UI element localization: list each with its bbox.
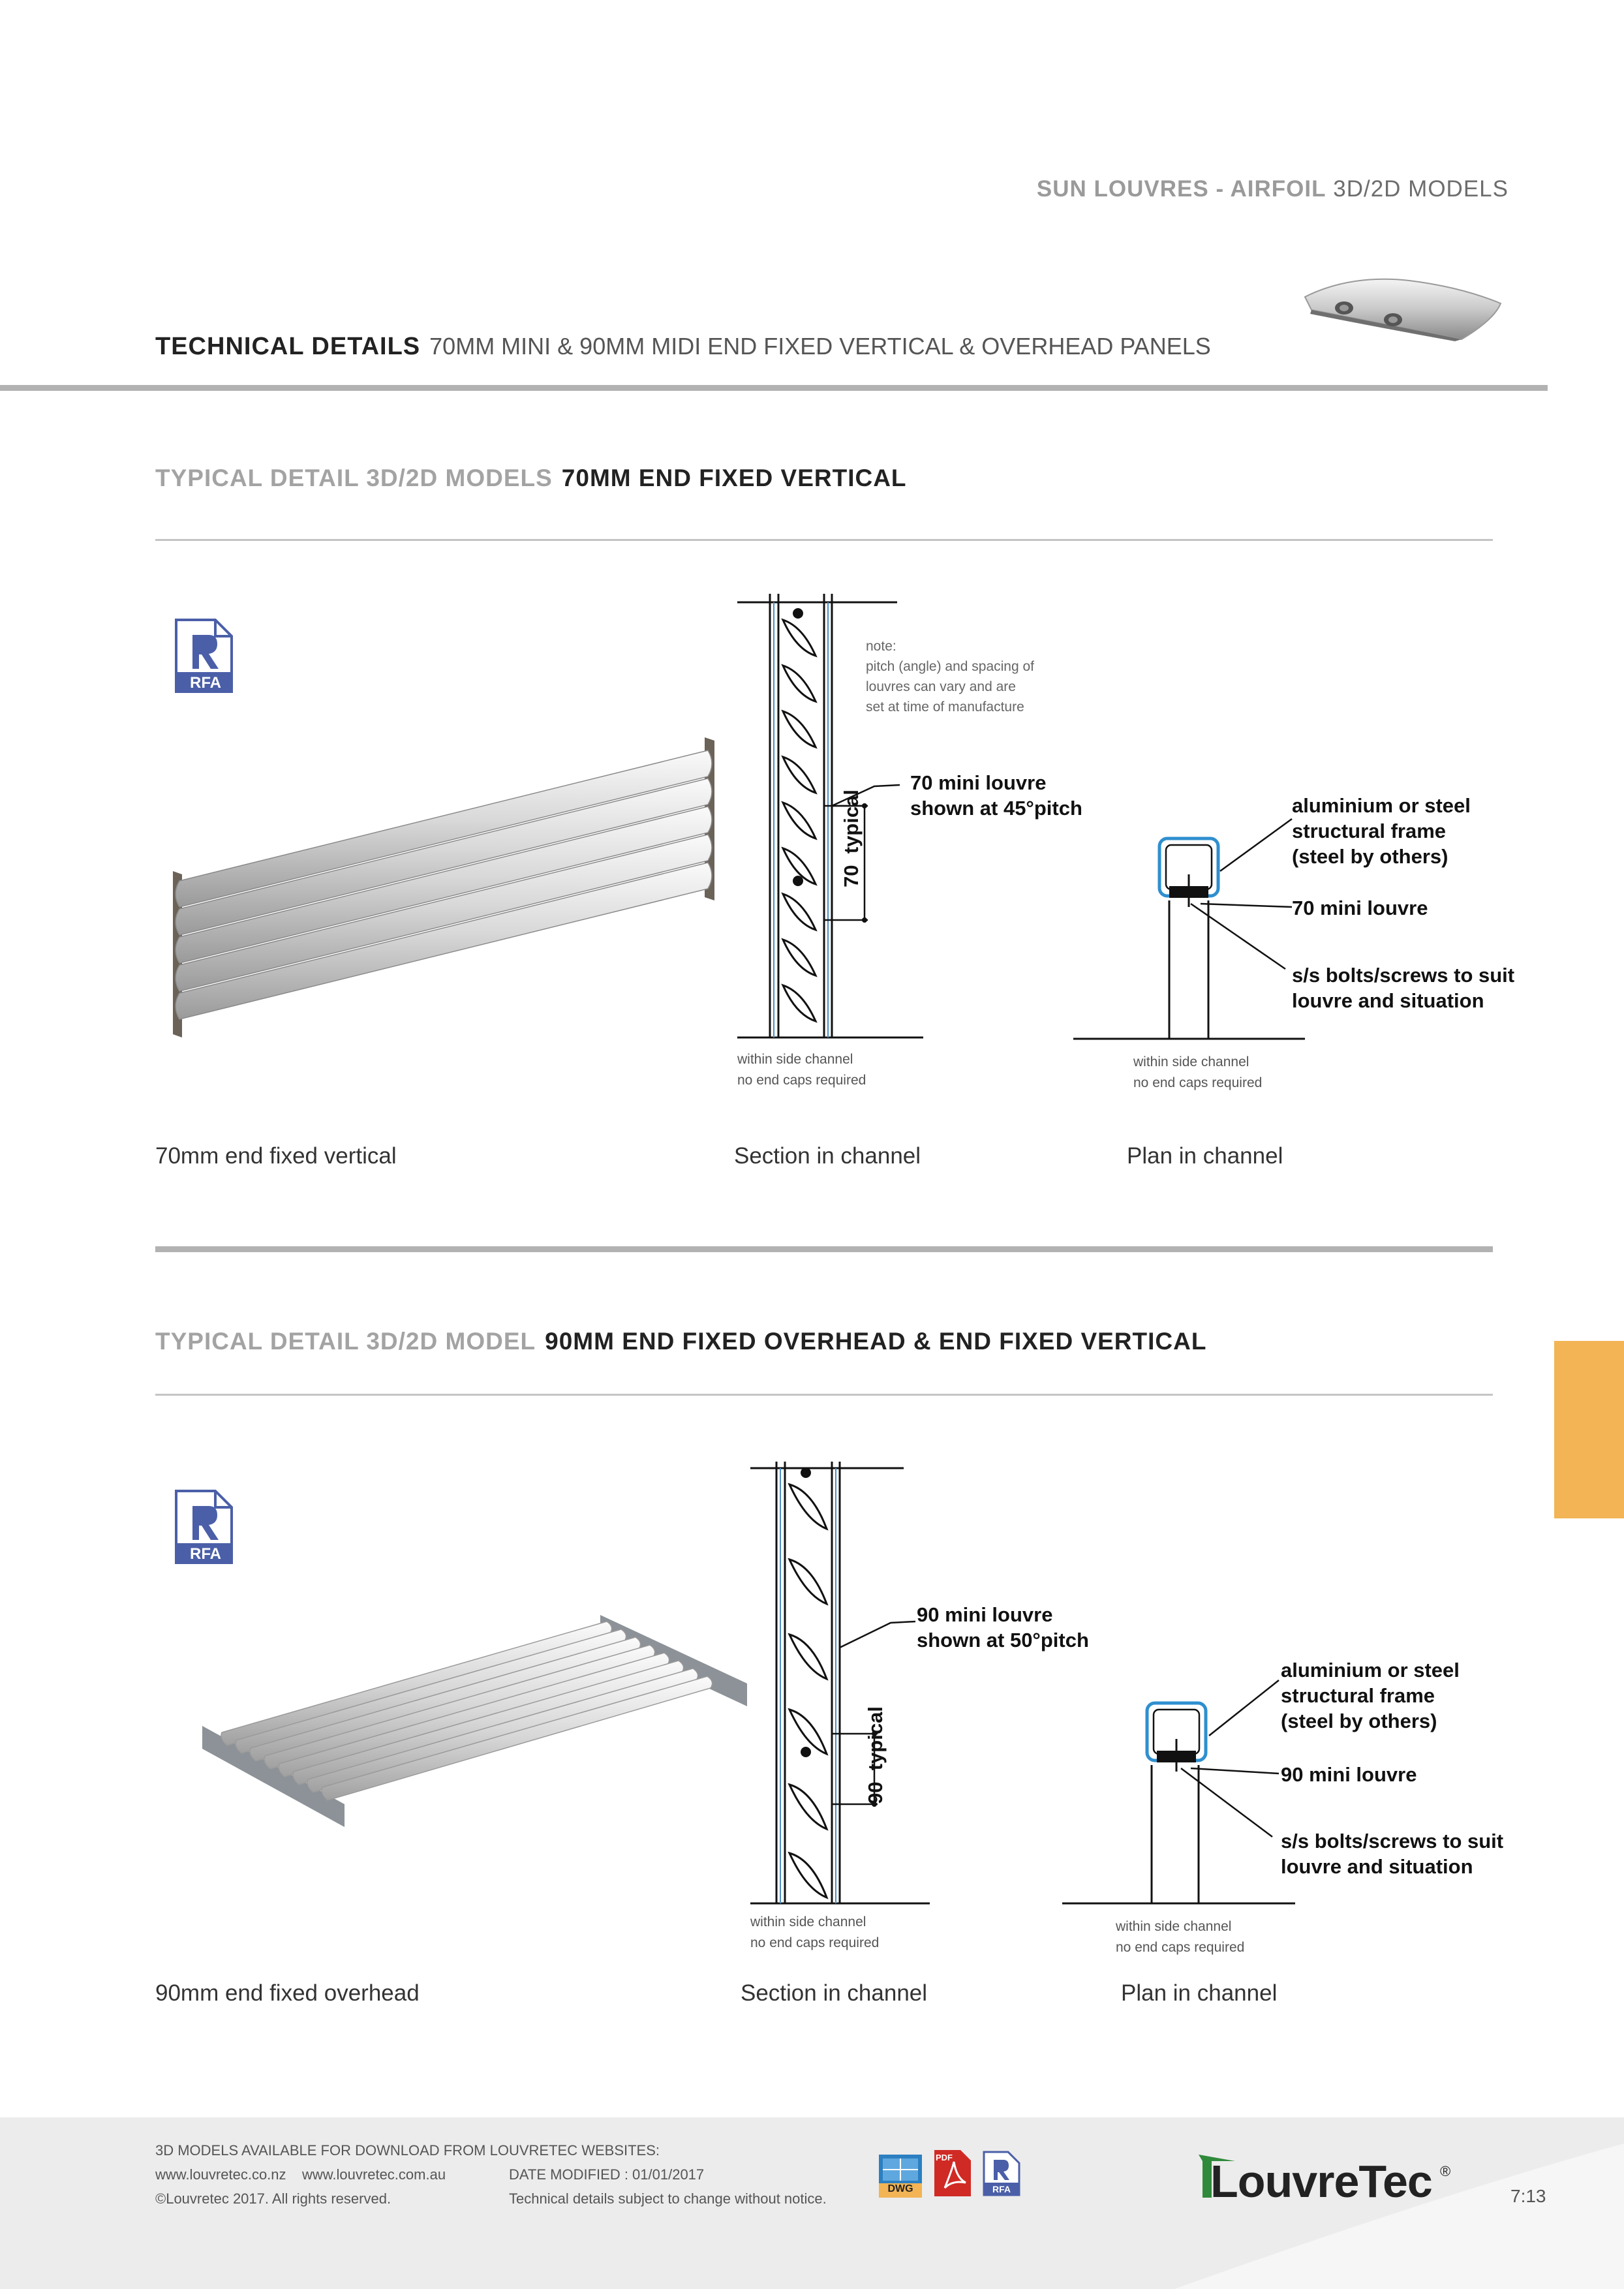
footer-date: DATE MODIFIED : 01/01/2017 — [509, 2166, 705, 2183]
dwg-label: DWG — [887, 2183, 913, 2194]
page-number: 7:13 — [1510, 2186, 1546, 2206]
footer — [0, 2117, 1624, 2289]
section2-plan-louvre-label: 90 mini louvre — [1281, 1763, 1417, 1786]
section2-channel-drawing — [747, 1458, 943, 1909]
channel-note-line1: within side channel — [1116, 1919, 1232, 1934]
section2-caption-plan: Plan in channel — [1121, 1980, 1278, 2006]
airfoil-louvre-image — [1298, 264, 1507, 356]
section1-title-grey: TYPICAL DETAIL 3D/2D MODELS — [155, 465, 553, 491]
section2-title — [155, 1328, 1206, 1355]
note-line: pitch (angle) and spacing of — [866, 659, 1034, 674]
note-line: set at time of manufacture — [866, 699, 1024, 714]
channel-note-line2: no end caps required — [750, 1935, 880, 1950]
section2-frame-label — [1281, 1657, 1460, 1734]
section2-plan-drawing — [1060, 1700, 1282, 1915]
rfa-file-icon[interactable] — [173, 617, 238, 695]
dim-text: typical — [840, 790, 863, 854]
louvre-label-line2: shown at 50°pitch — [917, 1629, 1089, 1651]
logo-text: LouvreTec — [1210, 2156, 1432, 2207]
frame-label-line2: structural frame — [1292, 820, 1447, 842]
section2-dimension — [863, 1706, 888, 1804]
footer-copyright: ©Louvretec 2017. All rights reserved. — [155, 2190, 391, 2207]
header-title-bold: SUN LOUVRES - AIRFOIL — [1036, 176, 1326, 202]
section2-title-grey: TYPICAL DETAIL 3D/2D MODEL — [155, 1328, 536, 1355]
bolts-label-line1: s/s bolts/screws to suit — [1292, 964, 1515, 987]
channel-note-line1: within side channel — [750, 1914, 866, 1929]
section1-bolts-label — [1292, 962, 1514, 1013]
bolts-label-line1: s/s bolts/screws to suit — [1281, 1830, 1504, 1852]
section1-channel-note — [737, 1049, 866, 1091]
header-title — [718, 176, 1509, 202]
channel-note-line1: within side channel — [1133, 1054, 1249, 1069]
channel-note-line1: within side channel — [737, 1052, 853, 1067]
section2-caption-section: Section in channel — [741, 1980, 928, 2006]
dim-text: typical — [864, 1706, 887, 1771]
overhead-panel-3d-image — [196, 1608, 750, 1830]
section2-louvre-label — [917, 1602, 1089, 1653]
section1-caption-model: 70mm end fixed vertical — [155, 1143, 397, 1169]
pdf-download-icon[interactable] — [933, 2149, 972, 2198]
bolts-label-line2: louvre and situation — [1292, 989, 1484, 1012]
frame-label-line1: aluminium or steel — [1281, 1659, 1460, 1682]
technical-details-heading — [155, 333, 1211, 361]
header-divider — [0, 385, 1548, 391]
dim-value: 90 — [864, 1781, 887, 1804]
section-divider — [155, 1246, 1493, 1252]
dwg-download-icon[interactable] — [878, 2153, 923, 2199]
note-line: note: — [866, 639, 896, 654]
section1-plan-drawing — [1070, 835, 1292, 1051]
louvre-label-line2: shown at 45°pitch — [910, 797, 1082, 820]
frame-label-line3: (steel by others) — [1292, 845, 1448, 868]
channel-note-line2: no end caps required — [1116, 1940, 1245, 1955]
section1-dimension — [838, 790, 864, 887]
section2-title-bold: 90MM END FIXED OVERHEAD & END FIXED VERTICAL — [545, 1328, 1207, 1355]
pdf-label: PDF — [936, 2153, 953, 2162]
rfa-small-label: RFA — [992, 2184, 1011, 2194]
section1-frame-label — [1292, 793, 1471, 869]
channel-note-line2: no end caps required — [1133, 1075, 1263, 1090]
section1-title — [155, 465, 907, 492]
tech-rest: 70MM MINI & 90MM MIDI END FIXED VERTICAL & OVERHEAD PANELS — [429, 333, 1211, 360]
section1-louvre-label — [910, 770, 1082, 821]
section1-plan-louvre-label: 70 mini louvre — [1292, 897, 1428, 919]
footer-download-text: 3D MODELS AVAILABLE FOR DOWNLOAD FROM LOUVRETEC WEBSITES: — [155, 2142, 660, 2158]
section1-note — [866, 636, 1034, 717]
section2-bolts-label — [1281, 1828, 1503, 1879]
section1-title-bold: 70MM END FIXED VERTICAL — [561, 465, 907, 491]
section2-divider — [155, 1394, 1493, 1396]
louvre-label-line1: 70 mini louvre — [910, 771, 1047, 794]
channel-note-line2: no end caps required — [737, 1073, 866, 1088]
frame-label-line2: structural frame — [1281, 1684, 1435, 1707]
vertical-panel-3d-image — [166, 734, 728, 1041]
logo-registered: ® — [1440, 2163, 1451, 2179]
section2-caption-model: 90mm end fixed overhead — [155, 1980, 420, 2006]
chapter-tab — [1554, 1341, 1624, 1518]
frame-label-line1: aluminium or steel — [1292, 794, 1471, 817]
rfa-file-icon[interactable] — [173, 1488, 238, 1566]
section1-divider — [155, 539, 1493, 541]
dim-value: 70 — [840, 865, 863, 887]
note-line: louvres can vary and are — [866, 679, 1016, 694]
header-title-rest: 3D/2D MODELS — [1333, 176, 1509, 202]
section1-plan-channel-note — [1133, 1052, 1262, 1094]
section2-channel-note — [750, 1912, 879, 1954]
rfa-label: RFA — [190, 674, 221, 692]
section2-plan-channel-note — [1116, 1916, 1244, 1958]
footer-disclaimer: Technical details subject to change without notice. — [509, 2190, 827, 2207]
tech-bold: TECHNICAL DETAILS — [155, 333, 421, 360]
rfa-label: RFA — [190, 1545, 221, 1563]
louvre-label-line1: 90 mini louvre — [917, 1603, 1053, 1626]
footer-websites[interactable]: www.louvretec.co.nz www.louvretec.com.au — [155, 2166, 446, 2183]
rfa-download-icon[interactable] — [982, 2150, 1021, 2197]
frame-label-line3: (steel by others) — [1281, 1710, 1437, 1732]
louvretec-logo[interactable] — [1197, 2150, 1471, 2209]
section1-caption-plan: Plan in channel — [1127, 1143, 1283, 1169]
section1-caption-section: Section in channel — [734, 1143, 921, 1169]
bolts-label-line2: louvre and situation — [1281, 1855, 1473, 1878]
